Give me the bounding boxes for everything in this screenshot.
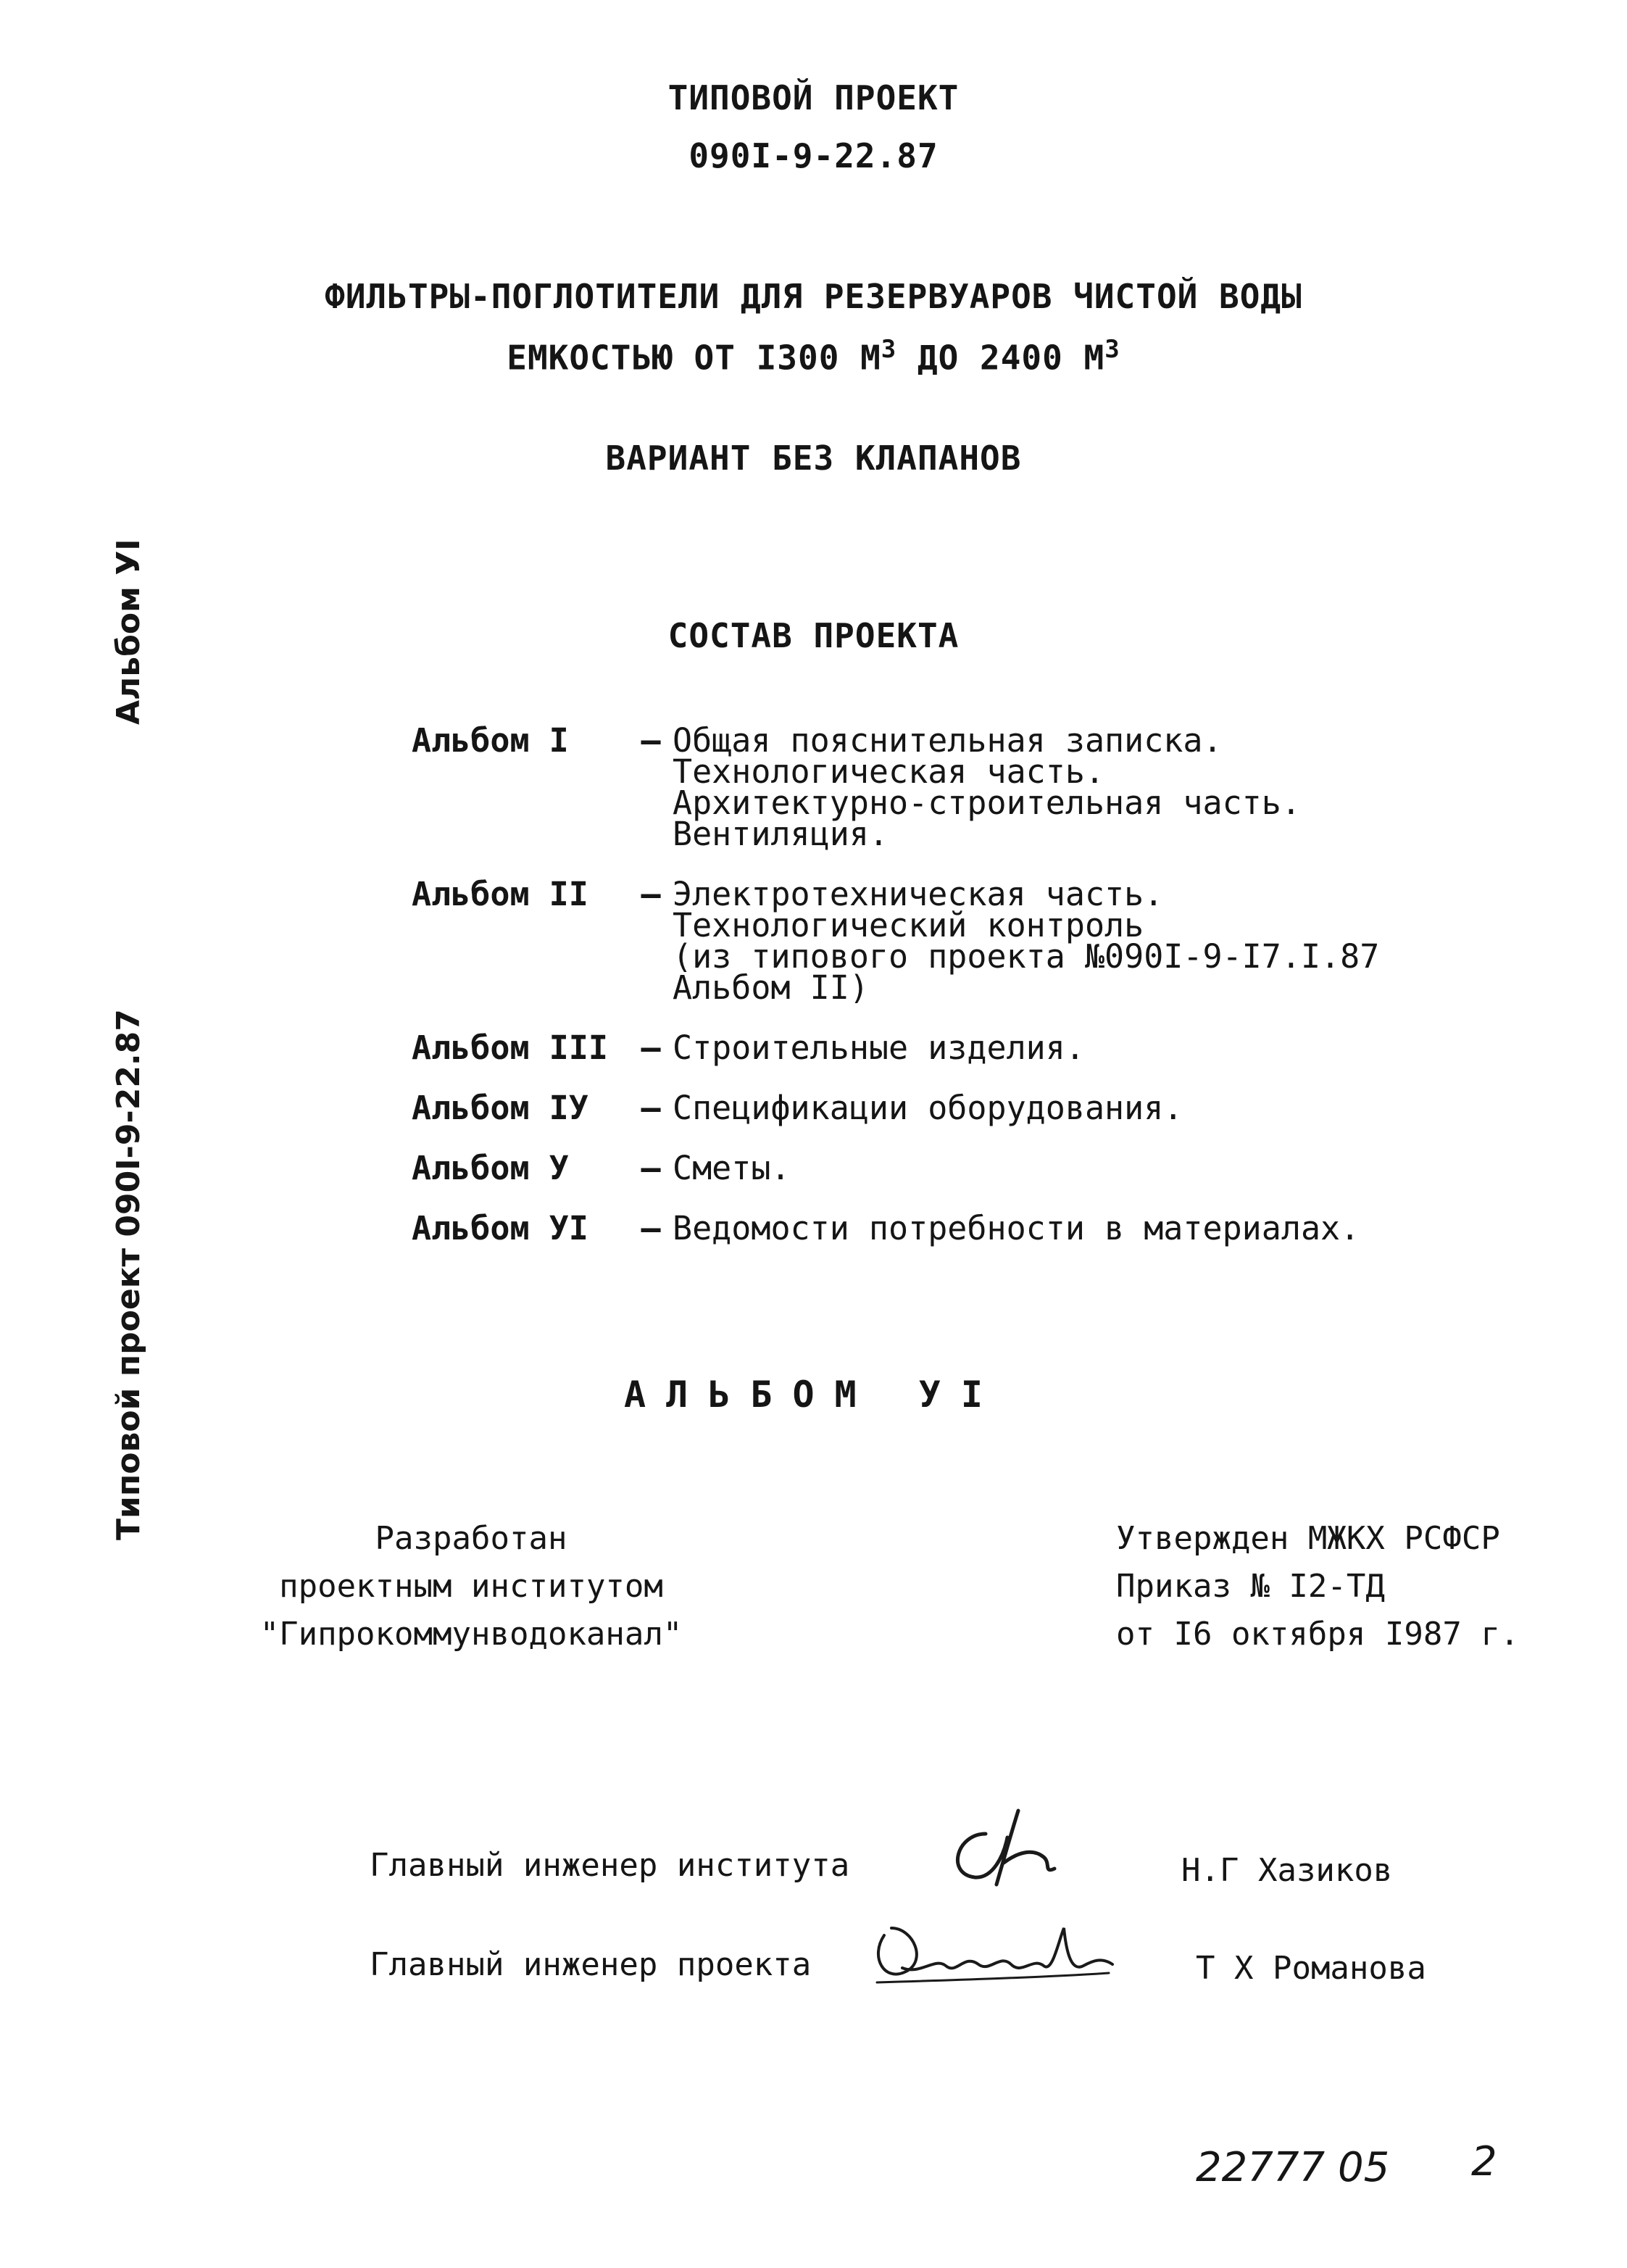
developer-line-2: проектным институтом xyxy=(279,1568,663,1605)
dash: – xyxy=(641,875,661,913)
signature-role-1: Главный инженер института xyxy=(370,1847,850,1884)
approval-line-3: от I6 октября I987 г. xyxy=(1116,1616,1520,1653)
album-name: Альбом II xyxy=(412,875,588,913)
album-description xyxy=(673,721,1542,853)
desc-line: Спецификации оборудования. xyxy=(673,1089,1183,1127)
desc-line: Электротехническая часть. xyxy=(673,875,1164,913)
title-line-1: ФИЛЬТРЫ-ПОГЛОТИТЕЛИ ДЛЯ РЕЗЕРВУАРОВ ЧИСТОЙ ВОДЫ xyxy=(325,277,1302,316)
dash: – xyxy=(641,1089,661,1127)
variant-line: ВАРИАНТ БЕЗ КЛАПАНОВ xyxy=(605,439,1022,478)
contents-heading: СОСТАВ ПРОЕКТА xyxy=(667,616,960,655)
approval-line-2: Приказ № I2-ТД xyxy=(1116,1568,1385,1605)
title-line-2-middle: ДО 2400 М xyxy=(896,338,1105,378)
dash: – xyxy=(641,721,661,760)
album-description xyxy=(673,875,1542,1007)
developer-line-1: Разработан xyxy=(375,1520,567,1557)
contents-list xyxy=(412,721,1542,1273)
desc-line: Технологическая часть. xyxy=(673,752,1105,791)
desc-line: Вентиляция. xyxy=(673,815,889,853)
developer-line-3: "Гипрокоммунводоканал" xyxy=(259,1616,683,1653)
page-number: 2 xyxy=(1471,2138,1497,2185)
desc-line: Архитектурно-строительная часть. xyxy=(673,784,1301,822)
signature-mark-1 xyxy=(935,1805,1065,1899)
desc-line: Сметы. xyxy=(673,1149,791,1187)
dash: – xyxy=(641,1029,661,1067)
album-heading: АЛЬБОМ УI xyxy=(624,1374,1003,1416)
album-description xyxy=(673,1149,1542,1187)
margin-project-label: Типовой проект 090I-9-22.87 xyxy=(110,1009,147,1540)
project-code-header: 090I-9-22.87 xyxy=(688,136,939,175)
desc-line: Ведомости потребности в материалах. xyxy=(673,1209,1360,1247)
album-name: Альбом У xyxy=(412,1149,569,1187)
contents-row xyxy=(412,721,1542,853)
album-description xyxy=(673,1209,1542,1247)
contents-row xyxy=(412,875,1542,1007)
desc-line: Общая пояснительная записка. xyxy=(673,721,1223,760)
project-type-header: ТИПОВОЙ ПРОЕКТ xyxy=(667,78,960,117)
desc-line: Технологический контроль xyxy=(673,906,1144,944)
signature-role-2: Главный инженер проекта xyxy=(370,1946,812,1983)
superscript-1: 3 xyxy=(881,335,897,364)
title-line-2-prefix: ЕМКОСТЬЮ ОТ I300 М xyxy=(507,338,881,378)
margin-album-label: Альбом УI xyxy=(110,539,147,725)
signature-name-1: Н.Г Хазиков xyxy=(1181,1852,1393,1889)
signature-mark-2 xyxy=(862,1914,1123,1993)
desc-line: Строительные изделия. xyxy=(673,1029,1085,1067)
approval-line-1: Утвержден МЖКХ РСФСР xyxy=(1116,1520,1500,1557)
desc-line: Альбом II) xyxy=(673,968,869,1007)
album-description xyxy=(673,1029,1542,1067)
album-name: Альбом УI xyxy=(412,1209,588,1247)
contents-row xyxy=(412,1209,1542,1247)
album-description xyxy=(673,1089,1542,1127)
contents-row xyxy=(412,1149,1542,1187)
contents-row xyxy=(412,1029,1542,1067)
developer-block xyxy=(246,1515,696,1658)
album-name: Альбом IУ xyxy=(412,1089,588,1127)
signature-name-2: Т Х Романова xyxy=(1196,1950,1426,1987)
dash: – xyxy=(641,1209,661,1247)
approval-block xyxy=(1116,1515,1519,1658)
inventory-number: 22777 05 xyxy=(1196,2144,1390,2191)
album-name: Альбом III xyxy=(412,1029,608,1067)
desc-line: (из типового проекта №090I-9-I7.I.87 xyxy=(673,937,1380,976)
album-name: Альбом I xyxy=(412,721,569,760)
dash: – xyxy=(641,1149,661,1187)
contents-row xyxy=(412,1089,1542,1127)
superscript-2: 3 xyxy=(1104,335,1120,364)
title-line-2 xyxy=(0,335,1627,377)
